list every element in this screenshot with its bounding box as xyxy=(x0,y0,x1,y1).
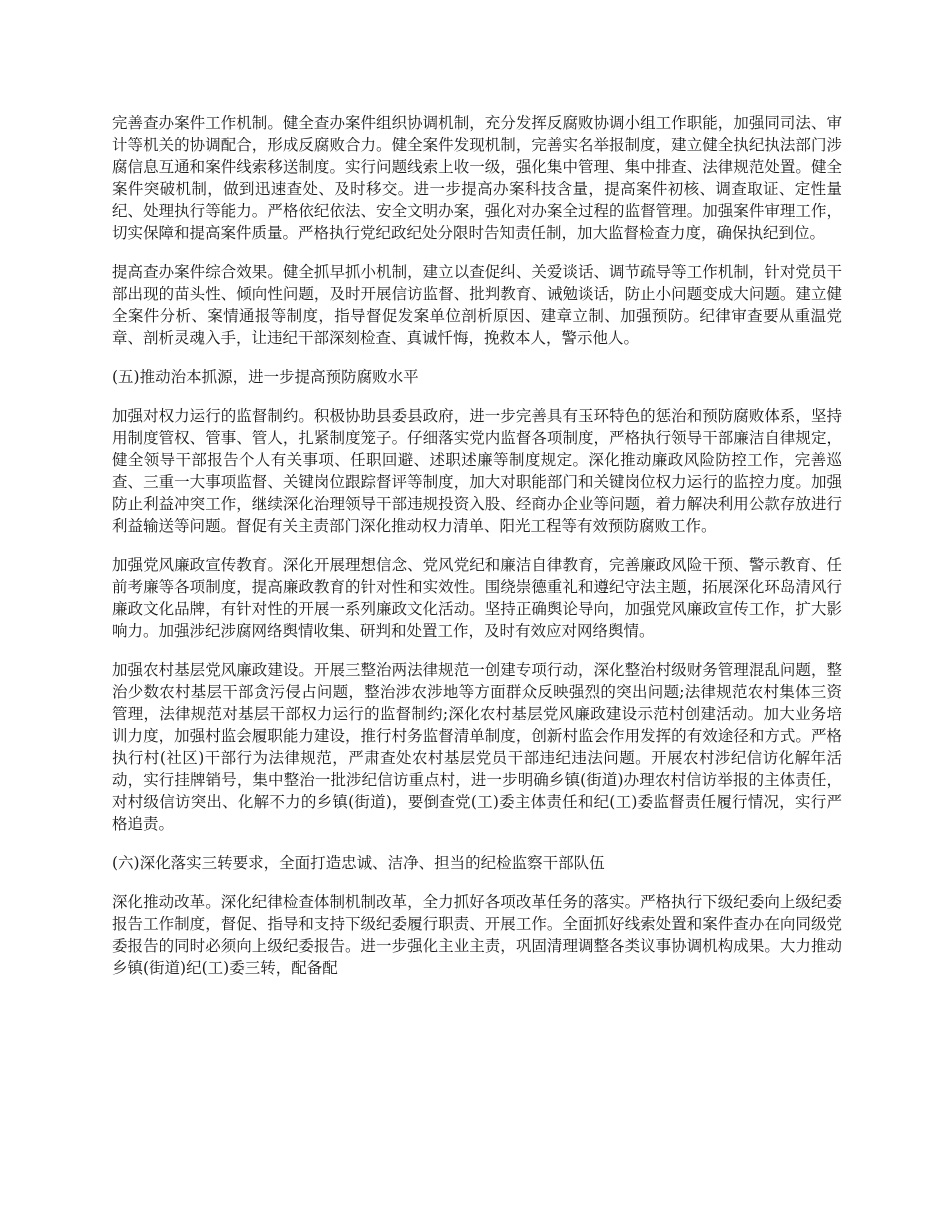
paragraph-rural-grassroots: 加强农村基层党风廉政建设。开展三整治两法律规范一创建专项行动，深化整治村级财务管理混乱问题，整治少数农村基层干部贪污侵占问题，整治涉农涉地等方面群众反映强烈的突出问题;法律规范农村集体三资管理，法律规范对基层干部权力运行的监督制约;深化农村基层党风廉政建设示范村创建活动。加大业务培训力度，加强村监会履职能力建设，推行村务监督清单制度，创新村监会作用发挥的有效途径和方式。严格执行村(社区)干部行为法律规范，严肃查处农村基层党员干部违纪违法问题。开展农村涉纪信访化解年活动，实行挂牌销号，集中整治一批涉纪信访重点村，进一步明确乡镇(街道)办理农村信访举报的主体责任，对村级信访突出、化解不力的乡镇(街道)，要倒查党(工)委主体责任和纪(工)委监督责任履行情况，实行严格追责。 xyxy=(112,661,842,833)
paragraph-clean-government-education: 加强党风廉政宣传教育。深化开展理想信念、党风党纪和廉洁自律教育，完善廉政风险干预、警示教育、任前考廉等各项制度，提高廉政教育的针对性和实效性。围绕崇德重礼和遵纪守法主题，拓展深化环岛清风行廉政文化品牌，有针对性的开展一系列廉政文化活动。坚持正确舆论导向，加强党风廉政宣传工作，扩大影响力。加强涉纪涉腐网络舆情收集、研判和处置工作，及时有效应对网络舆情。 xyxy=(112,556,842,640)
paragraph-power-supervision: 加强对权力运行的监督制约。积极协助县委县政府，进一步完善具有玉环特色的惩治和预防腐败体系，坚持用制度管权、管事、管人，扎紧制度笼子。仔细落实党内监督各项制度，严格执行领导干部廉洁自律规定，健全领导干部报告个人有关事项、任职回避、述职述廉等制度规定。深化推动廉政风险防控工作，完善巡查、三重一大事项监督、关键岗位跟踪督评等制度，加大对职能部门和关键岗位权力运行的监控力度。加强防止利益冲突工作，继续深化治理领导干部违规投资入股、经商办企业等问题，着力解决利用公款存放进行利益输送等问题。督促有关主责部门深化推动权力清单、阳光工程等有效预防腐败工作。 xyxy=(112,407,842,535)
paragraph-reform: 深化推动改革。深化纪律检查体制机制改革，全力抓好各项改革任务的落实。严格执行下级纪委向上级纪委报告工作制度，督促、指导和支持下级纪委履行职责、开展工作。全面抓好线索处置和案件查办在向同级党委报告的同时必须向上级纪委报告。进一步强化主业主责，巩固清理调整各类议事协调机构成果。大力推动乡镇(街道)纪(工)委三转，配备配 xyxy=(112,893,842,977)
section-heading-five: (五)推动治本抓源，进一步提高预防腐败水平 xyxy=(112,368,419,386)
paragraph-case-effect: 提高查办案件综合效果。健全抓早抓小机制，建立以查促纠、关爱谈话、调节疏导等工作机制，针对党员干部出现的苗头性、倾向性问题，及时开展信访监督、批判教育、诫勉谈话，防止小问题变成大问题。建立健全案件分析、案情通报等制度，指导督促发案单位剖析原因、建章立制、加强预防。纪律审查要从重温党章、剖析灵魂入手，让违纪干部深刻检查、真诚忏悔，挽救本人，警示他人。 xyxy=(112,263,842,347)
paragraph-case-mechanism: 完善查办案件工作机制。健全查办案件组织协调机制，充分发挥反腐败协调小组工作职能，加强同司法、审计等机关的协调配合，形成反腐败合力。健全案件发现机制，完善实名举报制度，建立健全执纪执法部门涉腐信息互通和案件线索移送制度。实行问题线索上收一级，强化集中管理、集中排查、法律规范处置。健全案件突破机制，做到迅速查处、及时移交。进一步提高办案科技含量，提高案件初核、调查取证、定性量纪、处理执行等能力。严格依纪依法、安全文明办案，强化对办案全过程的监督管理。加强案件审理工作，切实保障和提高案件质量。严格执行党纪政纪处分限时告知责任制，加大监督检查力度，确保执纪到位。 xyxy=(112,114,842,242)
document-body xyxy=(112,112,842,996)
section-heading-six: (六)深化落实三转要求，全面打造忠诚、洁净、担当的纪检监察干部队伍 xyxy=(112,854,605,872)
